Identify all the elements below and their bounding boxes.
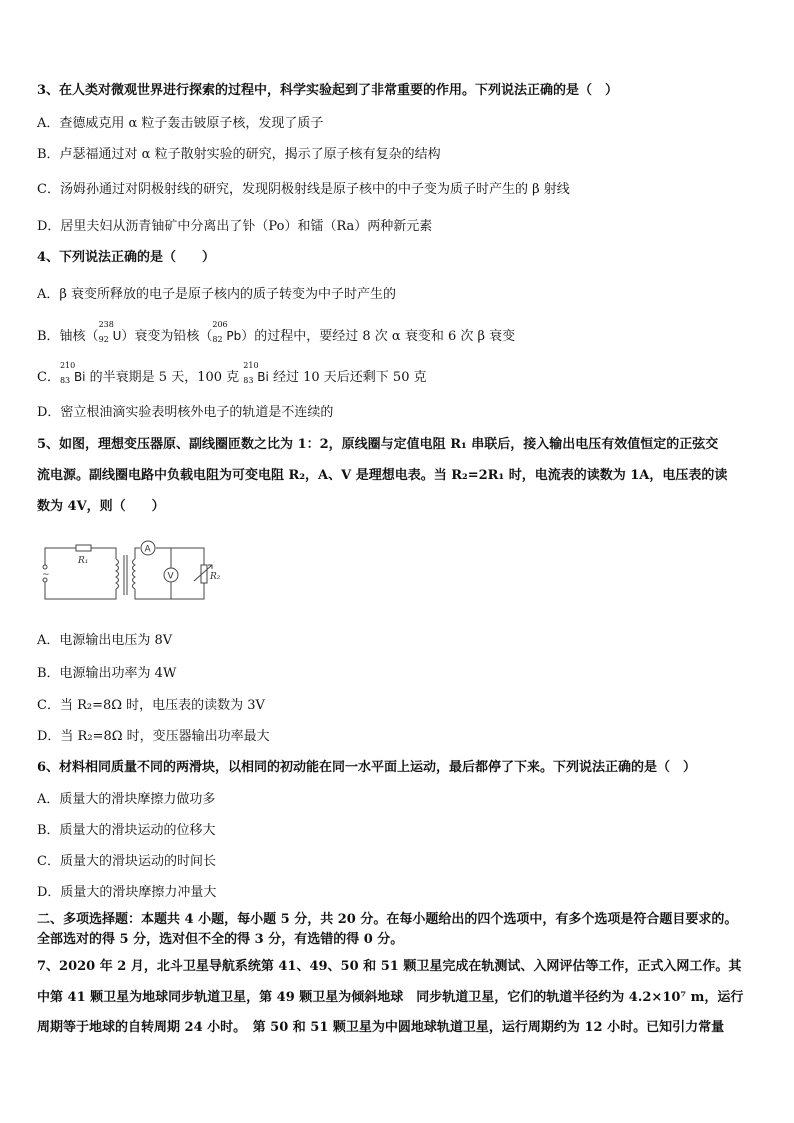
- uranium-symbol: U: [112, 329, 122, 343]
- lead-isotope: [212, 320, 242, 346]
- transformer-circuit-diagram: [36, 537, 226, 609]
- ammeter-label: A: [144, 544, 151, 555]
- bismuth-symbol-2: Bi: [257, 370, 269, 384]
- q6-option-a: A．质量大的滑块摩擦力做功多: [37, 792, 216, 807]
- q3-option-a: A．查德威克用 α 粒子轰击铍原子核，发现了质子: [37, 116, 324, 131]
- uranium-number: 92: [98, 335, 109, 344]
- bismuth-number-2: 83: [243, 376, 254, 385]
- q5-option-a: A．电源输出电压为 8V: [37, 633, 173, 648]
- q5-stem-line2: 流电源。副线圈电路中负载电阻为可变电阻 R₂，A、V 是理想电表。当 R₂=2R₁ 时，电流表的读数为 1A，电压表的读: [37, 468, 728, 483]
- q4-option-a: A．β 衰变所释放的电子是原子核内的质子转变为中子时产生的: [37, 287, 397, 302]
- q4-option-c-pre: C．: [37, 370, 60, 385]
- q6-option-b: B．质量大的滑块运动的位移大: [37, 823, 216, 838]
- q4-option-b: [37, 320, 764, 346]
- bismuth-isotope-1: [59, 361, 86, 387]
- q7-line1: 7、2020 年 2 月，北斗卫星导航系统第 41、49、50 和 51 颗卫星完成在轨测试、入网评估等工作，正式入网工作。其: [37, 959, 742, 974]
- lead-symbol: Pb: [226, 329, 242, 343]
- q5-option-b: B．电源输出功率为 4W: [37, 666, 177, 681]
- bismuth-mass-2: 210: [243, 361, 259, 370]
- q4-option-b-post: ）的过程中，要经过 8 次 α 衰变和 6 次 β 衰变: [241, 329, 516, 344]
- q4-option-b-pre: B．铀核（: [37, 329, 99, 344]
- q5-stem-line3: 数为 4V，则（ ）: [37, 499, 165, 514]
- q5-option-c: C．当 R₂=8Ω 时，电压表的读数为 3V: [37, 698, 265, 713]
- uranium-mass: 238: [98, 320, 114, 329]
- uranium-isotope: [98, 320, 122, 346]
- voltmeter-label: V: [167, 571, 174, 582]
- bismuth-mass-1: 210: [59, 361, 76, 370]
- q4-option-c-post: 经过 10 天后还剩下 50 克: [268, 370, 427, 385]
- q7-line2: 中第 41 颗卫星为地球同步轨道卫星，第 49 颗卫星为倾斜地球 同步轨道卫星，它们的轨道半径约为 4.2×10⁷ m，运行: [37, 990, 744, 1005]
- q5-option-d: D．当 R₂=8Ω 时，变压器输出功率最大: [37, 729, 270, 744]
- q4-option-c-mid: 的半衰期是 5 天，100 克: [85, 370, 244, 385]
- q4-option-d: D．密立根油滴实验表明核外电子的轨道是不连续的: [37, 405, 334, 420]
- q4-option-c: [37, 361, 764, 387]
- source-symbol: ~: [42, 570, 50, 580]
- q4-stem: 4、下列说法正确的是（ ）: [37, 250, 216, 265]
- bismuth-isotope-2: [243, 361, 269, 387]
- q3-option-b: B．卢瑟福通过对 α 粒子散射实验的研究，揭示了原子核有复杂的结构: [37, 147, 441, 162]
- q6-stem: 6、材料相同质量不同的两滑块，以相同的初动能在同一水平面上运动，最后都停了下来。下列说法正确的是（ ）: [37, 760, 697, 775]
- section2-line1: 二、多项选择题：本题共 4 小题，每小题 5 分，共 20 分。在每小题给出的四个选项中，有多个选项是符合题目要求的。: [37, 912, 738, 927]
- section2-line2: 全部选对的得 5 分，选对但不全的得 3 分，有选错的得 0 分。: [37, 932, 404, 947]
- lead-number: 82: [212, 335, 223, 344]
- q3-option-c: C．汤姆孙通过对阴极射线的研究，发现阴极射线是原子核中的中子变为质子时产生的 β 射线: [37, 182, 570, 197]
- r1-label: R₁: [78, 556, 89, 566]
- bismuth-symbol-1: Bi: [73, 370, 86, 384]
- q4-option-b-mid: ）衰变为铅核（: [121, 329, 213, 344]
- q3-option-d: D．居里夫妇从沥青铀矿中分离出了钋（Po）和镭（Ra）两种新元素: [37, 219, 433, 234]
- bismuth-number-1: 83: [59, 376, 71, 385]
- q6-option-d: D．质量大的滑块摩擦力冲量大: [37, 885, 217, 900]
- q5-stem-line1: 5、如图，理想变压器原、副线圈匝数之比为 1：2，原线圈与定值电阻 R₁ 串联后，接入输出电压有效值恒定的正弦交: [37, 437, 719, 452]
- lead-mass: 206: [212, 320, 228, 329]
- r2-label: R₂: [210, 572, 221, 582]
- q6-option-c: C．质量大的滑块运动的时间长: [37, 854, 216, 869]
- q7-line3: 周期等于地球的自转周期 24 小时。 第 50 和 51 颗卫星为中圆地球轨道卫星，运行周期约为 12 小时。已知引力常量: [37, 1020, 725, 1035]
- q3-stem: 3、在人类对微观世界进行探索的过程中，科学实验起到了非常重要的作用。下列说法正确的是（ ）: [37, 83, 619, 98]
